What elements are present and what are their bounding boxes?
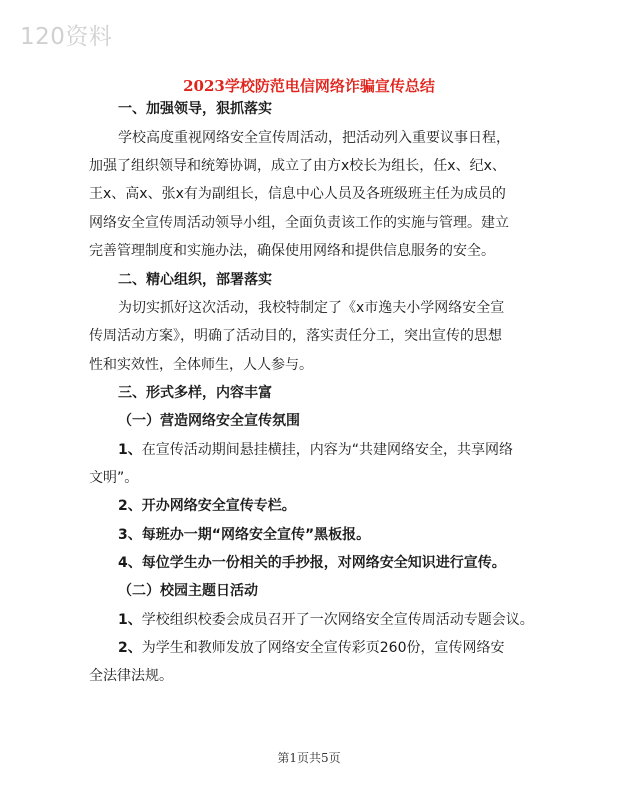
sub2-item-1 — [118, 610, 534, 630]
section-1-line-4: 网络安全宣传周活动领导小组，全面负责该工作的实施与管理。建立 — [89, 215, 509, 231]
section-1-line-2: 加强了组织领导和统筹协调，成立了由方x校长为组长，任x、纪x、 — [89, 158, 506, 174]
sub2-item-1-number: 1、 — [118, 612, 142, 628]
subsection-2-heading: （二）校园主题日活动 — [118, 583, 258, 599]
sub2-item-2-line-1 — [118, 638, 504, 658]
section-2-line-1: 为切实抓好这次活动，我校特制定了《x市逸夫小学网络安全宣 — [118, 300, 505, 316]
document-title: 2023学校防范电信网络诈骗宣传总结 — [183, 77, 435, 95]
sub1-item-1-number: 1、 — [118, 442, 142, 458]
section-1-heading: 一、加强领导，狠抓落实 — [118, 101, 272, 117]
sub1-item-2: 2、开办网络安全宣传专栏。 — [118, 498, 296, 514]
sub1-item-4: 4、每位学生办一份相关的手抄报，对网络安全知识进行宣传。 — [118, 555, 506, 571]
sub1-item-1-line-2: 文明”。 — [89, 470, 139, 486]
sub2-item-1-text: 学校组织校委会成员召开了一次网络安全宣传周活动专题会议。 — [141, 612, 534, 628]
page-footer: 第1页共5页 — [277, 751, 341, 765]
section-2-line-2: 传周活动方案》，明确了活动目的，落实责任分工，突出宣传的思想 — [89, 328, 502, 344]
sub1-item-3: 3、每班办一期“网络安全宣传”黑板报。 — [118, 527, 371, 543]
section-1-line-3: 王x、高x、张x有为副组长，信息中心人员及各班级班主任为成员的 — [89, 186, 506, 202]
section-1-line-1: 学校高度重视网络安全宣传周活动，把活动列入重要议事日程， — [118, 130, 510, 146]
sub2-item-2-number: 2、 — [118, 640, 142, 656]
sub1-item-1-text: 在宣传活动期间悬挂横挂，内容为“共建网络安全，共享网络 — [141, 442, 514, 458]
sub2-item-2-line-2: 全法律法规。 — [89, 668, 173, 684]
section-3-heading: 三、形式多样，内容丰富 — [118, 385, 272, 401]
subsection-1-heading: （一）营造网络安全宣传氛围 — [118, 413, 300, 429]
sub2-item-2-text: 为学生和教师发放了网络安全宣传彩页260份，宣传网络安 — [141, 640, 505, 656]
sub1-item-1-line-1 — [118, 440, 513, 460]
section-2-heading: 二、精心组织，部署落实 — [118, 272, 272, 288]
section-2-line-3: 性和实效性，全体师生，人人参与。 — [89, 357, 313, 373]
section-1-line-5: 完善管理制度和实施办法，确保使用网络和提供信息服务的安全。 — [89, 243, 495, 259]
watermark-logo: 120资料 — [20, 24, 113, 50]
